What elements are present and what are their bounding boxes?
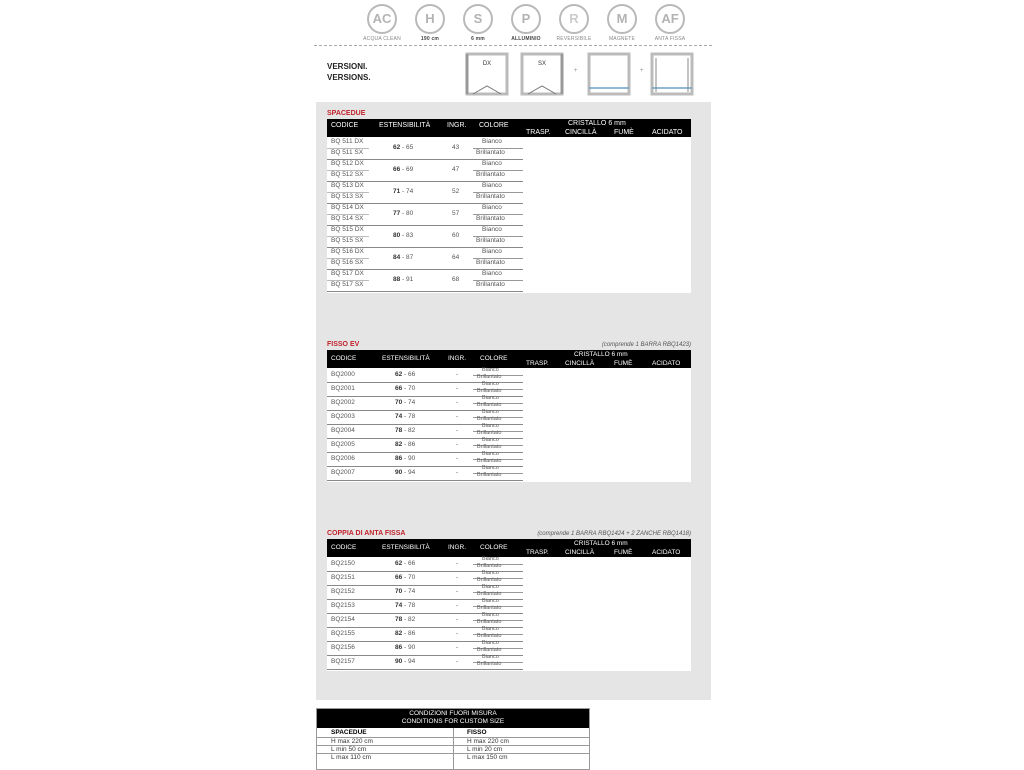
code: BQ2151	[331, 574, 355, 581]
color-bianco: Bianco	[482, 226, 502, 233]
spacedue-title: SPACEDUE	[327, 110, 366, 117]
icon-symbol: H	[415, 4, 445, 34]
extensibility	[393, 210, 413, 217]
icon-symbol: R	[559, 4, 589, 34]
ext-max: 78	[408, 602, 416, 609]
header-estensibilita: ESTENSIBILITÀ	[382, 355, 430, 362]
conditions-header	[317, 709, 589, 728]
color-brillantato: Brillantato	[476, 149, 505, 156]
color-bianco: Bianco	[482, 570, 499, 576]
ingr: -	[456, 399, 459, 406]
code: BQ2001	[331, 385, 355, 392]
row-divider	[327, 148, 369, 149]
color-bianco: Bianco	[482, 248, 502, 255]
ext-sep: -	[402, 574, 409, 581]
color-brillantato: Brillantato	[477, 444, 502, 450]
color-bianco: Bianco	[482, 465, 499, 471]
version-sx-diagram	[520, 52, 564, 96]
ext-sep: -	[402, 455, 409, 462]
acqua-clean-icon	[360, 4, 404, 42]
ext-max: 65	[406, 144, 414, 151]
code-dx: BQ 513 DX	[331, 182, 364, 189]
spacedue-table-header	[327, 119, 691, 137]
icon-label	[600, 36, 644, 42]
table-row	[327, 203, 523, 226]
extensibility	[395, 385, 415, 392]
ext-min: 62	[393, 144, 401, 151]
ingr: -	[456, 441, 459, 448]
version-coppia-diagram	[650, 52, 694, 96]
color-bianco: Bianco	[482, 556, 499, 562]
header-acidato: ACIDATO	[652, 360, 681, 367]
feature-icons	[360, 4, 710, 44]
ext-min: 80	[393, 232, 401, 239]
ext-min: 84	[393, 254, 401, 261]
color-bianco: Bianco	[482, 423, 499, 429]
color-brillantato: Brillantato	[477, 472, 502, 478]
extensibility	[395, 602, 415, 609]
color-brillantato: Brillantato	[476, 259, 505, 266]
ext-min: 90	[395, 658, 403, 665]
color-bianco: Bianco	[482, 395, 499, 401]
color-bianco: Bianco	[482, 160, 502, 167]
extensibility	[395, 371, 415, 378]
extensibility	[393, 232, 413, 239]
ext-min: 88	[393, 276, 401, 283]
row-divider	[327, 214, 369, 215]
ext-min: 82	[395, 630, 403, 637]
table-row	[327, 225, 523, 248]
ext-sep: -	[402, 560, 409, 567]
header-codice: CODICE	[331, 544, 357, 551]
conditions-col-divider	[453, 728, 454, 769]
ingr: 43	[452, 144, 460, 151]
ingr: 52	[452, 188, 460, 195]
code: BQ2157	[331, 658, 355, 665]
ingr: 68	[452, 276, 460, 283]
ext-sep: -	[402, 371, 409, 378]
row-divider	[327, 170, 369, 171]
fisso-note: (comprende 1 BARRA RBQ1423)	[601, 342, 691, 348]
color-brillantato: Brillantato	[477, 388, 502, 394]
color-bianco: Bianco	[482, 437, 499, 443]
conditions-title-en: CONDITIONS FOR CUSTOM SIZE	[401, 718, 505, 725]
icon-label-text: REVERSIBILE	[556, 36, 592, 42]
ext-min: 62	[395, 371, 403, 378]
icon-label	[552, 36, 596, 42]
header-colore: COLORE	[479, 122, 509, 129]
ext-sep: -	[402, 427, 409, 434]
icon-symbol: S	[463, 4, 493, 34]
color-brillantato: Brillantato	[477, 605, 502, 611]
ext-sep: -	[402, 602, 409, 609]
header-ingr: INGR.	[448, 355, 467, 362]
icon-symbol: AF	[655, 4, 685, 34]
color-bianco: Bianco	[482, 138, 502, 145]
icon-symbol: AC	[367, 4, 397, 34]
icon-label-text: MAGNETE	[608, 36, 636, 42]
ext-max: 74	[408, 399, 416, 406]
color-brillantato: Brillantato	[477, 563, 502, 569]
code: BQ2150	[331, 560, 355, 567]
color-bianco: Bianco	[482, 598, 499, 604]
ext-max: 94	[408, 469, 416, 476]
color-bianco: Bianco	[482, 626, 499, 632]
ingr: -	[456, 574, 459, 581]
spacedue-condition: L max 110 cm	[331, 754, 372, 761]
sx-label: SX	[537, 61, 547, 67]
color-bianco: Bianco	[482, 451, 499, 457]
dx-label: DX	[482, 61, 492, 67]
icon-label	[408, 36, 452, 42]
plus-sign: +	[640, 68, 644, 74]
table-row	[327, 466, 523, 481]
ext-min: 78	[395, 616, 403, 623]
ext-min: 86	[395, 455, 403, 462]
divider	[314, 45, 712, 46]
header-fume: FUMÈ	[614, 360, 633, 367]
profile-icon	[504, 4, 548, 42]
color-brillantato: Brillantato	[476, 171, 505, 178]
extensibility	[393, 276, 413, 283]
code-dx: BQ 514 DX	[331, 204, 364, 211]
ext-max: 82	[408, 616, 416, 623]
ext-max: 80	[406, 210, 414, 217]
ext-max: 70	[408, 385, 416, 392]
code-dx: BQ 517 DX	[331, 270, 364, 277]
code-dx: BQ 512 DX	[331, 160, 364, 167]
ingr: -	[456, 385, 459, 392]
code-sx: BQ 513 SX	[331, 193, 364, 200]
ext-sep: -	[400, 144, 407, 151]
conditions-col-fisso: FISSO	[467, 729, 487, 736]
ext-sep: -	[400, 254, 407, 261]
color-brillantato: Brillantato	[477, 591, 502, 597]
ext-max: 87	[406, 254, 414, 261]
fisso-title: FISSO EV	[327, 341, 360, 348]
ext-min: 70	[395, 399, 403, 406]
header-colore: COLORE	[480, 355, 508, 362]
code: BQ2005	[331, 441, 355, 448]
header-cristallo: CRISTALLO 6 mm	[574, 540, 628, 547]
ingr: -	[456, 371, 459, 378]
fisso-condition: H max 220 cm	[467, 738, 509, 745]
header-trasp: TRASP.	[526, 549, 549, 556]
ingr: 64	[452, 254, 460, 261]
color-brillantato: Brillantato	[477, 577, 502, 583]
extensibility	[395, 399, 415, 406]
extensibility	[395, 427, 415, 434]
icon-label-text: ANTA FISSA	[654, 36, 686, 42]
color-brillantato: Brillantato	[477, 430, 502, 436]
color-bianco: Bianco	[482, 584, 499, 590]
fixed-panel-icon	[648, 4, 692, 42]
ingr: -	[456, 658, 459, 665]
extensibility	[395, 644, 415, 651]
extensibility	[395, 658, 415, 665]
ext-sep: -	[402, 469, 409, 476]
ingr: -	[456, 630, 459, 637]
extensibility	[393, 166, 413, 173]
color-brillantato: Brillantato	[477, 402, 502, 408]
ext-max: 82	[408, 427, 416, 434]
extensibility	[393, 188, 413, 195]
header-cincilla: CINCILLÀ	[565, 360, 595, 367]
fisso-condition: L min 20 cm	[467, 746, 503, 753]
ext-max: 86	[408, 441, 416, 448]
fisso-rows	[327, 368, 691, 480]
ext-max: 83	[406, 232, 414, 239]
icon-label	[360, 36, 404, 42]
ext-max: 66	[408, 371, 416, 378]
color-bianco: Bianco	[482, 654, 499, 660]
spacedue-condition: H max 220 cm	[331, 738, 373, 745]
code-dx: BQ 511 DX	[331, 138, 364, 145]
header-cincilla: CINCILLÀ	[565, 549, 595, 556]
ext-sep: -	[402, 658, 409, 665]
icon-label-text: 6 mm	[471, 36, 485, 42]
code-dx: BQ 515 DX	[331, 226, 364, 233]
row-divider	[327, 258, 369, 259]
ingr: -	[456, 588, 459, 595]
icon-symbol: P	[511, 4, 541, 34]
color-brillantato: Brillantato	[477, 416, 502, 422]
color-brillantato: Brillantato	[476, 193, 505, 200]
icon-label	[648, 36, 692, 42]
code: BQ2156	[331, 644, 355, 651]
header-ingr: INGR.	[448, 544, 467, 551]
ingr: -	[456, 455, 459, 462]
color-brillantato: Brillantato	[476, 281, 505, 288]
table-row	[327, 181, 523, 204]
color-bianco: Bianco	[482, 204, 502, 211]
code: BQ2152	[331, 588, 355, 595]
icon-label	[504, 36, 548, 42]
code: BQ2153	[331, 602, 355, 609]
icon-label-text: ACQUA CLEAN	[363, 36, 401, 42]
color-brillantato: Brillantato	[477, 619, 502, 625]
ext-sep: -	[402, 616, 409, 623]
ext-max: 91	[406, 276, 414, 283]
extensibility	[395, 574, 415, 581]
table-row	[327, 137, 523, 160]
ingr: 47	[452, 166, 460, 173]
extensibility	[395, 630, 415, 637]
code: BQ2006	[331, 455, 355, 462]
color-brillantato: Brillantato	[477, 647, 502, 653]
ingr: -	[456, 602, 459, 609]
fisso-table-header	[327, 350, 691, 368]
ext-min: 66	[395, 385, 403, 392]
extensibility	[395, 616, 415, 623]
code-sx: BQ 514 SX	[331, 215, 364, 222]
ext-sep: -	[402, 413, 409, 420]
height-icon	[408, 4, 452, 42]
header-cincilla: CINCILLÀ	[565, 129, 597, 136]
header-codice: CODICE	[331, 122, 359, 129]
icon-label	[456, 36, 500, 42]
header-cristallo: CRISTALLO 6 mm	[568, 120, 626, 127]
ext-min: 78	[395, 427, 403, 434]
ingr: -	[456, 644, 459, 651]
plus-sign: +	[574, 68, 578, 74]
ext-max: 74	[406, 188, 414, 195]
color-brillantato: Brillantato	[477, 633, 502, 639]
row-divider	[327, 192, 369, 193]
spacedue-rows	[327, 137, 691, 291]
ext-sep: -	[402, 385, 409, 392]
code: BQ2007	[331, 469, 355, 476]
version-fisso-diagram	[587, 52, 631, 96]
header-codice: CODICE	[331, 355, 357, 362]
ext-min: 71	[393, 188, 401, 195]
header-acidato: ACIDATO	[652, 129, 683, 136]
code-sx: BQ 512 SX	[331, 171, 364, 178]
color-bianco: Bianco	[482, 381, 499, 387]
ext-sep: -	[402, 588, 409, 595]
ext-sep: -	[402, 630, 409, 637]
icon-label-text: ALLUMINIO	[511, 36, 541, 42]
header-acidato: ACIDATO	[652, 549, 681, 556]
ingr: 57	[452, 210, 460, 217]
conditions-col-spacedue: SPACEDUE	[331, 729, 367, 736]
ingr: -	[456, 560, 459, 567]
conditions-title-it: CONDIZIONI FUORI MISURA	[409, 710, 497, 717]
ext-sep: -	[402, 644, 409, 651]
table-row	[327, 655, 523, 670]
extensibility	[395, 413, 415, 420]
color-bianco: Bianco	[482, 367, 499, 373]
versions-label-en: VERSIONS.	[327, 73, 371, 82]
ext-max: 90	[408, 455, 416, 462]
custom-size-conditions	[316, 708, 590, 770]
table-row	[327, 269, 523, 292]
coppia-title: COPPIA DI ANTA FISSA	[327, 530, 406, 537]
color-brillantato: Brillantato	[476, 215, 505, 222]
ext-min: 82	[395, 441, 403, 448]
ext-min: 70	[395, 588, 403, 595]
ext-max: 66	[408, 560, 416, 567]
magnet-icon	[600, 4, 644, 42]
thickness-icon	[456, 4, 500, 42]
code: BQ2000	[331, 371, 355, 378]
ext-sep: -	[400, 188, 407, 195]
row-divider	[327, 280, 369, 281]
code-sx: BQ 517 SX	[331, 281, 364, 288]
reversible-icon	[552, 4, 596, 42]
coppia-table-header	[327, 539, 691, 557]
versions-label	[327, 61, 371, 83]
color-brillantato: Brillantato	[477, 374, 502, 380]
icon-label-text: 190 cm	[420, 36, 440, 42]
ext-max: 86	[408, 630, 416, 637]
extensibility	[393, 254, 413, 261]
ext-sep: -	[400, 210, 407, 217]
ext-sep: -	[402, 399, 409, 406]
ext-max: 90	[408, 644, 416, 651]
ext-max: 94	[408, 658, 416, 665]
ext-min: 86	[395, 644, 403, 651]
coppia-note: (comprende 1 BARRA RBQ1424 + 2 ZANCHE RBQ1418)	[537, 531, 691, 537]
ext-min: 66	[393, 166, 401, 173]
header-estensibilita: ESTENSIBILITÀ	[382, 544, 430, 551]
ext-min: 62	[395, 560, 403, 567]
code-sx: BQ 516 SX	[331, 259, 364, 266]
table-row	[327, 159, 523, 182]
code-sx: BQ 515 SX	[331, 237, 364, 244]
color-bianco: Bianco	[482, 640, 499, 646]
ingr: 60	[452, 232, 460, 239]
ext-min: 74	[395, 602, 403, 609]
header-ingr: INGR.	[447, 122, 467, 129]
code: BQ2002	[331, 399, 355, 406]
icon-symbol: M	[607, 4, 637, 34]
code: BQ2155	[331, 630, 355, 637]
spacedue-condition: L min 50 cm	[331, 746, 367, 753]
color-brillantato: Brillantato	[476, 237, 505, 244]
header-cristallo: CRISTALLO 6 mm	[574, 351, 628, 358]
ext-min: 66	[395, 574, 403, 581]
code: BQ2154	[331, 616, 355, 623]
extensibility	[395, 455, 415, 462]
coppia-rows	[327, 557, 691, 669]
ext-max: 70	[408, 574, 416, 581]
ingr: -	[456, 427, 459, 434]
extensibility	[395, 588, 415, 595]
version-dx-diagram	[465, 52, 509, 96]
ext-sep: -	[400, 166, 407, 173]
extensibility	[395, 469, 415, 476]
ingr: -	[456, 413, 459, 420]
ingr: -	[456, 469, 459, 476]
fisso-condition: L max 150 cm	[467, 754, 508, 761]
color-brillantato: Brillantato	[477, 661, 502, 667]
code: BQ2004	[331, 427, 355, 434]
code-sx: BQ 511 SX	[331, 149, 364, 156]
header-colore: COLORE	[480, 544, 508, 551]
row-divider	[327, 236, 369, 237]
ext-sep: -	[400, 232, 407, 239]
header-estensibilita: ESTENSIBILITÀ	[379, 122, 431, 129]
ext-sep: -	[400, 276, 407, 283]
ext-max: 69	[406, 166, 414, 173]
ext-max: 74	[408, 588, 416, 595]
extensibility	[393, 144, 413, 151]
versions-label-it: VERSIONI.	[327, 62, 368, 71]
header-trasp: TRASP.	[526, 360, 549, 367]
ingr: -	[456, 616, 459, 623]
ext-max: 78	[408, 413, 416, 420]
ext-min: 74	[395, 413, 403, 420]
header-fume: FUMÈ	[614, 129, 634, 136]
color-bianco: Bianco	[482, 182, 502, 189]
color-bianco: Bianco	[482, 409, 499, 415]
color-bianco: Bianco	[482, 270, 502, 277]
color-brillantato: Brillantato	[477, 458, 502, 464]
extensibility	[395, 560, 415, 567]
code: BQ2003	[331, 413, 355, 420]
table-row	[327, 247, 523, 270]
color-bianco: Bianco	[482, 612, 499, 618]
ext-sep: -	[402, 441, 409, 448]
header-trasp: TRASP.	[526, 129, 551, 136]
ext-min: 90	[395, 469, 403, 476]
header-fume: FUMÈ	[614, 549, 633, 556]
code-dx: BQ 516 DX	[331, 248, 364, 255]
extensibility	[395, 441, 415, 448]
ext-min: 77	[393, 210, 401, 217]
